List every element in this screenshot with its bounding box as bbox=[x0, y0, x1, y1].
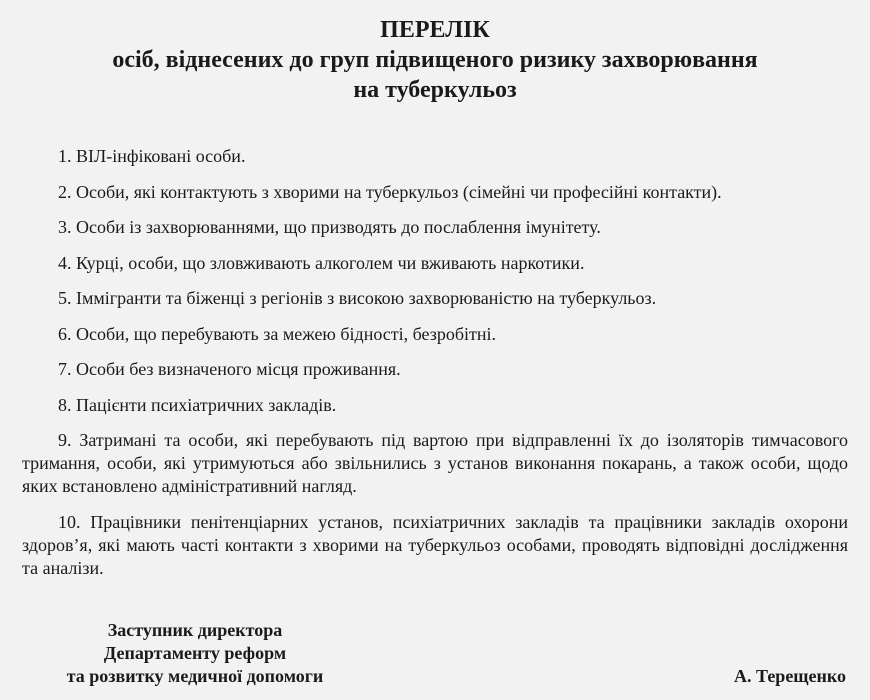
list-item-5: 5. Іммігранти та біженці з регіонів з високою захворюваністю на туберкульоз. bbox=[58, 288, 657, 308]
list-item-4: 4. Курці, особи, що зловживають алкоголем чи вживають наркотики. bbox=[58, 252, 585, 273]
signatory-position-line-3: та розвитку медичної допомоги bbox=[66, 666, 324, 686]
list-item-7: 7. Особи без визначеного місця проживання. bbox=[58, 359, 401, 379]
signatory-name: А. Терещенко bbox=[734, 666, 846, 686]
list-item-6: 6. Особи, що перебувають за межею бідності, безробітні. bbox=[58, 323, 497, 344]
document-heading bbox=[0, 15, 870, 105]
list-item-8: 8. Пацієнти психіатричних закладів. bbox=[58, 394, 337, 415]
list-item-3: 3. Особи із захворюваннями, що призводять до послаблення імунітету. bbox=[58, 217, 601, 237]
signatory-position-line-2: Департаменту реформ bbox=[103, 643, 287, 663]
list-item-1: 1. ВІЛ-інфіковані особи. bbox=[58, 146, 246, 166]
list-item-2: 2. Особи, які контактують з хворими на туберкульоз (сімейні чи професійні контакти). bbox=[58, 181, 722, 202]
document-subtitle-line-2: на туберкульоз bbox=[353, 77, 517, 103]
document-subtitle-line-1: осіб, віднесених до груп підвищеного ризику захворювання bbox=[112, 47, 758, 73]
signatory-position-line-1: Заступник директора bbox=[107, 620, 283, 640]
document-title: ПЕРЕЛІК bbox=[380, 17, 490, 43]
risk-group-list bbox=[22, 143, 848, 591]
list-item-10: 10. Працівники пенітенціарних установ, психіатричних закладів та працівники закладів охорони здоров’я, які мають часті контакти з хворими на туберкульоз особами, проводять відповідні дослідження та аналізи. bbox=[22, 512, 848, 578]
list-item-9: 9. Затримані та особи, які перебувають під вартою при відправленні їх до ізоляторів тимчасового тримання, особи, які утримуються або звільнились з установ виконання покарань, а також особи, щодо яких встановлено адміністративний нагляд. bbox=[22, 430, 848, 496]
signatory-position bbox=[30, 619, 360, 688]
